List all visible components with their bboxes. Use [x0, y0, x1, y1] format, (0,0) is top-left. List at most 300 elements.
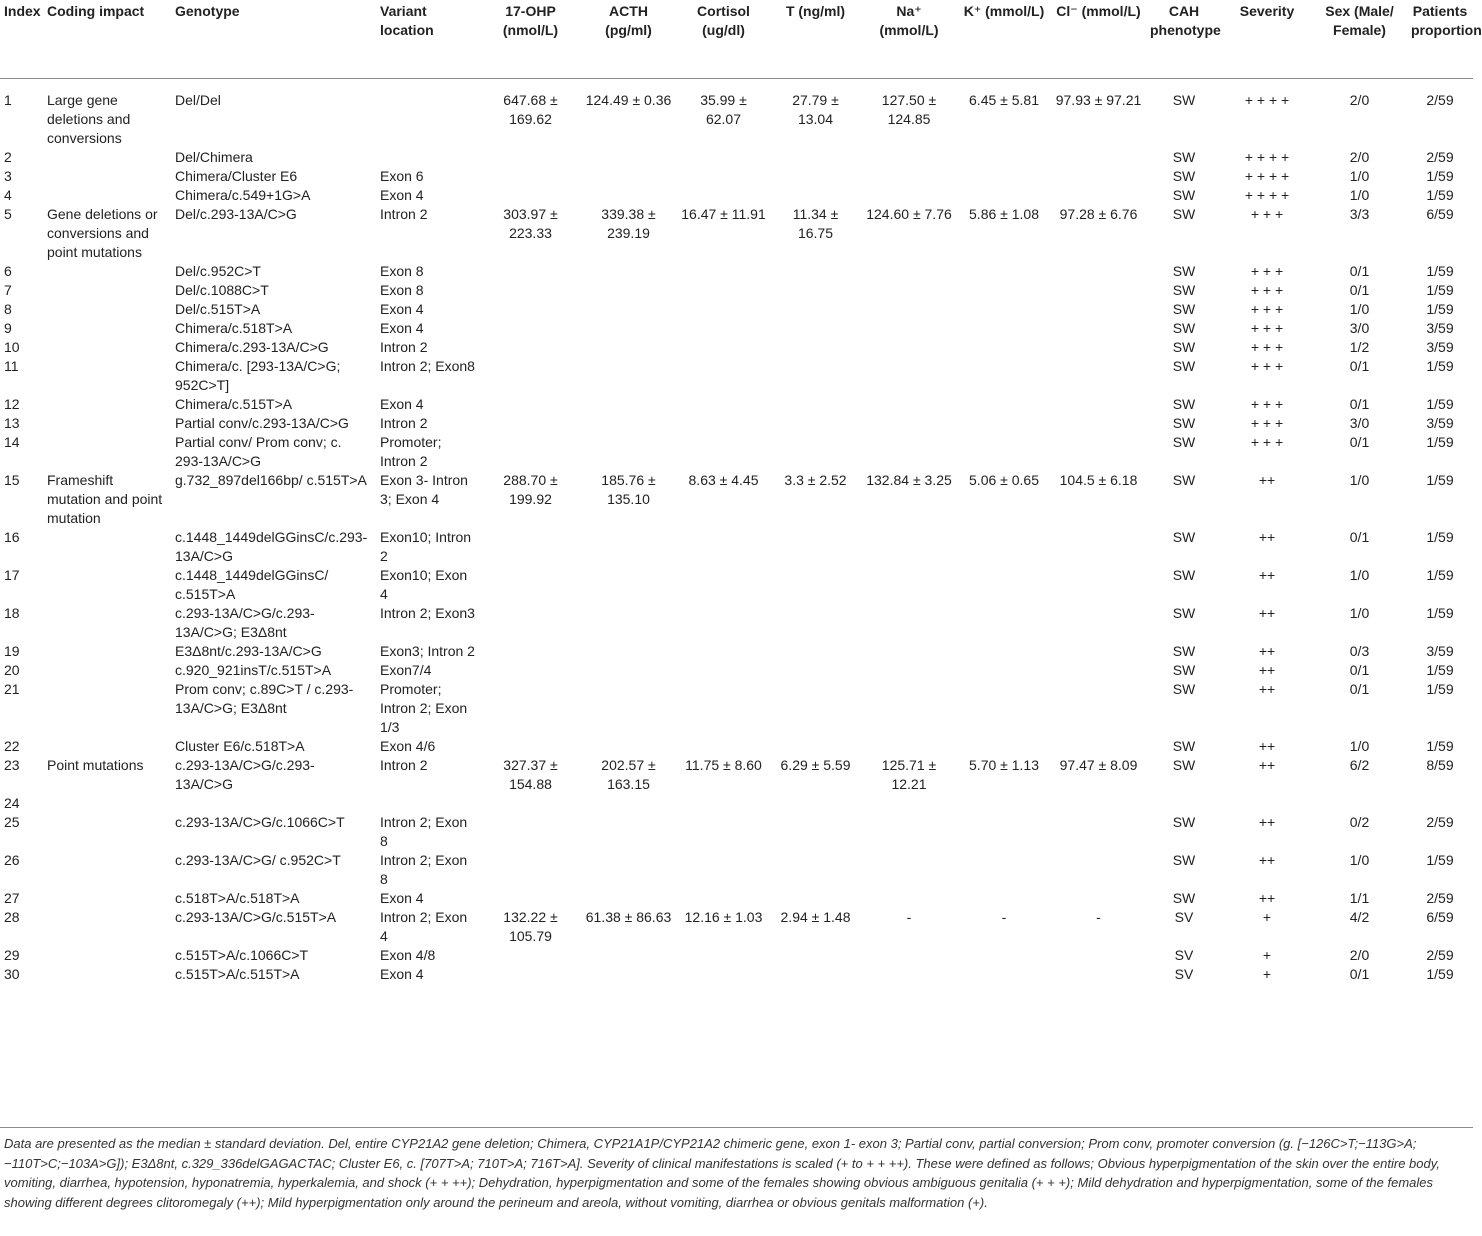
cell-17-ohp — [481, 851, 580, 889]
cell-acth — [580, 433, 677, 471]
cell-cah-phenotype: SW — [1172, 320, 1196, 336]
cell-17-ohp: 288.70 ± 199.92 — [503, 472, 558, 507]
cell-acth — [580, 262, 677, 281]
cell-17-ohp — [481, 794, 580, 813]
cell-patients-proportion: 3/59 — [1426, 643, 1454, 659]
cell-severity: + — [1262, 966, 1272, 982]
cell-coding-impact — [43, 851, 171, 889]
cell-17-ohp — [481, 566, 580, 604]
cell-cortisol — [677, 889, 770, 908]
cell-17-ohp — [481, 737, 580, 756]
cell-index: 25 — [4, 814, 20, 830]
header-potassium: K⁺ (mmol/L) — [957, 2, 1051, 79]
cell-index: 4 — [4, 187, 12, 203]
cell-genotype: Chimera/c. [293-13A/C>G; 952C>T] — [175, 358, 341, 393]
cell-potassium — [957, 395, 1051, 414]
cell-coding-impact — [43, 395, 171, 414]
cell-cah-phenotype: SW — [1172, 263, 1196, 279]
cell-sodium — [861, 737, 957, 756]
cell-coding-impact — [43, 528, 171, 566]
footnote-divider — [0, 1127, 1473, 1128]
cell-potassium — [957, 889, 1051, 908]
cell-acth — [580, 889, 677, 908]
cell-17-ohp — [481, 528, 580, 566]
cell-coding-impact — [43, 642, 171, 661]
cell-cah-phenotype: SW — [1172, 168, 1196, 184]
table-row — [0, 79, 1473, 149]
cell-testosterone: 6.29 ± 5.59 — [780, 757, 851, 773]
cell-variant-location: Intron 2 — [380, 339, 428, 355]
cell-17-ohp — [481, 300, 580, 319]
cell-genotype: Del/c.515T>A — [175, 301, 261, 317]
cell-cah-phenotype: SV — [1174, 909, 1194, 925]
cell-sex: 0/1 — [1349, 358, 1370, 374]
cell-chloride — [1051, 889, 1146, 908]
cell-coding-impact — [43, 794, 171, 813]
cell-severity: + — [1262, 909, 1272, 925]
cell-chloride: 97.93 ± 97.21 — [1055, 92, 1142, 108]
cell-sodium — [861, 642, 957, 661]
cell-acth — [580, 281, 677, 300]
cell-coding-impact — [43, 661, 171, 680]
cell-cortisol — [677, 148, 770, 167]
table-row — [0, 851, 1473, 889]
cell-cah-phenotype — [1146, 794, 1222, 813]
cell-17-ohp: 303.97 ± 223.33 — [503, 206, 558, 241]
cell-acth — [580, 680, 677, 737]
header-17-ohp: 17-OHP (nmol/L) — [481, 2, 580, 79]
cell-potassium — [957, 566, 1051, 604]
cell-severity: ++ — [1258, 890, 1276, 906]
cell-17-ohp — [481, 338, 580, 357]
cell-genotype: Partial conv/ Prom conv; c. 293-13A/C>G — [175, 434, 342, 469]
cell-severity: + + + — [1250, 206, 1284, 222]
cell-index: 17 — [4, 567, 20, 583]
cell-testosterone — [770, 604, 861, 642]
cell-index: 24 — [4, 795, 20, 811]
header-index: Index — [0, 2, 43, 79]
cell-coding-impact — [43, 433, 171, 471]
cell-acth — [580, 167, 677, 186]
cell-cortisol — [677, 737, 770, 756]
cell-testosterone — [770, 338, 861, 357]
cell-sex: 1/0 — [1349, 567, 1370, 583]
header-acth: ACTH (pg/ml) — [580, 2, 677, 79]
cell-17-ohp: 132.22 ± 105.79 — [503, 909, 558, 944]
cell-genotype: Prom conv; c.89C>T / c.293-13A/C>G; E3Δ8nt — [175, 681, 354, 716]
cell-coding-impact — [43, 737, 171, 756]
cell-coding-impact: Frameshift mutation and point mutation — [47, 472, 163, 526]
cell-potassium — [957, 794, 1051, 813]
cell-variant-location: Exon 8 — [380, 282, 424, 298]
cell-genotype: Chimera/c.518T>A — [175, 320, 293, 336]
cell-variant-location: Intron 2 — [380, 757, 428, 773]
table-row — [0, 395, 1473, 414]
cell-potassium — [957, 528, 1051, 566]
cell-cortisol — [677, 661, 770, 680]
cell-severity: ++ — [1258, 681, 1276, 697]
cell-acth — [580, 300, 677, 319]
cell-testosterone — [770, 889, 861, 908]
table-row — [0, 528, 1473, 566]
cell-acth — [580, 604, 677, 642]
cell-sodium — [861, 186, 957, 205]
cell-potassium — [957, 338, 1051, 357]
cell-acth — [580, 965, 677, 984]
cell-cortisol — [677, 680, 770, 737]
table-row — [0, 813, 1473, 851]
cell-sodium — [861, 338, 957, 357]
cell-sex: 6/2 — [1349, 757, 1370, 773]
cell-sodium — [861, 319, 957, 338]
cell-cah-phenotype: SW — [1172, 358, 1196, 374]
cell-cah-phenotype: SW — [1172, 472, 1196, 488]
cell-coding-impact: Point mutations — [47, 757, 144, 773]
cell-potassium — [957, 737, 1051, 756]
table-row — [0, 319, 1473, 338]
cell-potassium — [957, 604, 1051, 642]
table-row — [0, 167, 1473, 186]
cell-testosterone: 2.94 ± 1.48 — [780, 909, 851, 925]
cell-variant-location: Intron 2; Exon3 — [380, 605, 475, 621]
cell-sodium — [861, 281, 957, 300]
cell-testosterone — [770, 319, 861, 338]
cell-17-ohp — [481, 357, 580, 395]
cell-index: 30 — [4, 966, 20, 982]
cell-potassium — [957, 357, 1051, 395]
cell-sodium — [861, 395, 957, 414]
cell-coding-impact — [43, 186, 171, 205]
cell-sodium: 127.50 ± 124.85 — [881, 92, 937, 127]
cell-cah-phenotype: SW — [1172, 434, 1196, 450]
cell-variant-location: Exon 3- Intron 3; Exon 4 — [380, 472, 468, 507]
cell-potassium — [957, 262, 1051, 281]
table-row — [0, 642, 1473, 661]
cell-severity: ++ — [1258, 814, 1276, 830]
cell-index: 9 — [4, 320, 12, 336]
cell-genotype: Del/Chimera — [175, 149, 253, 165]
cell-cah-phenotype: SW — [1172, 757, 1196, 773]
table-row — [0, 756, 1473, 794]
cell-acth — [580, 395, 677, 414]
cell-testosterone — [770, 566, 861, 604]
cell-sex: 1/0 — [1349, 472, 1370, 488]
genotype-phenotype-table — [0, 2, 1482, 984]
cell-severity: + + + + — [1244, 187, 1290, 203]
table-row — [0, 186, 1473, 205]
cell-sex: 0/3 — [1349, 643, 1370, 659]
cell-chloride — [1051, 357, 1146, 395]
cell-variant-location: Intron 2; Exon8 — [380, 358, 475, 374]
cell-variant-location: Exon 4 — [380, 396, 424, 412]
cell-testosterone — [770, 946, 861, 965]
cell-variant-location: Exon3; Intron 2 — [380, 643, 475, 659]
cell-chloride — [1051, 965, 1146, 984]
cell-index: 16 — [4, 529, 20, 545]
cell-cah-phenotype: SW — [1172, 206, 1196, 222]
cell-cah-phenotype: SV — [1174, 966, 1194, 982]
cell-genotype: c.920_921insT/c.515T>A — [175, 662, 332, 678]
cell-17-ohp — [481, 262, 580, 281]
table-row — [0, 414, 1473, 433]
cell-potassium — [957, 186, 1051, 205]
cell-genotype: c.293-13A/C>G/c.1066C>T — [175, 814, 345, 830]
cell-chloride — [1051, 642, 1146, 661]
table-row — [0, 471, 1473, 528]
cell-sex: 0/1 — [1349, 662, 1370, 678]
cell-cah-phenotype: SW — [1172, 681, 1196, 697]
cell-chloride — [1051, 813, 1146, 851]
cell-variant-location: Exon 4 — [380, 320, 424, 336]
cell-patients-proportion: 1/59 — [1426, 168, 1454, 184]
cell-testosterone — [770, 395, 861, 414]
table-row — [0, 338, 1473, 357]
cell-acth — [580, 566, 677, 604]
cell-cah-phenotype: SW — [1172, 852, 1196, 868]
cell-chloride — [1051, 167, 1146, 186]
cell-severity: + + + — [1250, 415, 1284, 431]
cell-potassium: - — [1001, 909, 1007, 925]
cell-17-ohp — [481, 604, 580, 642]
cell-patients-proportion: 1/59 — [1426, 662, 1454, 678]
cell-coding-impact — [43, 167, 171, 186]
cell-patients-proportion: 2/59 — [1426, 149, 1454, 165]
cell-cah-phenotype: SW — [1172, 567, 1196, 583]
cell-testosterone — [770, 661, 861, 680]
cell-sodium — [861, 604, 957, 642]
cell-17-ohp: 647.68 ± 169.62 — [503, 92, 558, 127]
cell-index: 27 — [4, 890, 20, 906]
cell-chloride — [1051, 566, 1146, 604]
cell-cortisol — [677, 281, 770, 300]
cell-cortisol — [677, 300, 770, 319]
cell-coding-impact — [43, 148, 171, 167]
cell-cah-phenotype: SV — [1174, 947, 1194, 963]
cell-sodium — [861, 300, 957, 319]
cell-genotype: c.1448_1449delGGinsC/ c.515T>A — [175, 567, 329, 602]
cell-variant-location: Exon 4 — [380, 187, 424, 203]
cell-acth — [580, 319, 677, 338]
cell-patients-proportion: 1/59 — [1426, 282, 1454, 298]
cell-testosterone — [770, 300, 861, 319]
cell-sex: 0/1 — [1349, 282, 1370, 298]
cell-cortisol — [677, 186, 770, 205]
cell-cah-phenotype: SW — [1172, 187, 1196, 203]
cell-severity: + + + — [1250, 263, 1284, 279]
cell-patients-proportion: 1/59 — [1426, 472, 1454, 488]
cell-sex: 0/1 — [1349, 681, 1370, 697]
cell-sodium — [861, 148, 957, 167]
cell-coding-impact — [43, 414, 171, 433]
cell-cortisol — [677, 357, 770, 395]
cell-patients-proportion: 2/59 — [1426, 814, 1454, 830]
cell-variant-location: Intron 2; Exon 8 — [380, 852, 468, 887]
cell-potassium — [957, 965, 1051, 984]
cell-cah-phenotype: SW — [1172, 738, 1196, 754]
cell-17-ohp — [481, 813, 580, 851]
cell-variant-location: Promoter; Intron 2 — [380, 434, 442, 469]
cell-severity: ++ — [1258, 662, 1276, 678]
cell-cah-phenotype: SW — [1172, 92, 1196, 108]
cell-severity: + + + — [1250, 282, 1284, 298]
cell-sodium — [861, 262, 957, 281]
cell-sodium — [861, 167, 957, 186]
cell-severity: + + + + — [1244, 92, 1290, 108]
cell-coding-impact: Large gene deletions and conversions — [47, 92, 131, 146]
cell-patients-proportion: 3/59 — [1426, 339, 1454, 355]
cell-17-ohp — [481, 889, 580, 908]
header-cah-phenotype: CAH phenotype — [1146, 2, 1222, 79]
cell-acth — [580, 851, 677, 889]
header-cortisol: Cortisol (ug/dl) — [677, 2, 770, 79]
cell-acth: 185.76 ± 135.10 — [601, 472, 656, 507]
cell-sex: 0/1 — [1349, 396, 1370, 412]
cell-17-ohp — [481, 965, 580, 984]
cell-cah-phenotype: SW — [1172, 662, 1196, 678]
cell-variant-location: Exon7/4 — [380, 662, 432, 678]
table-row — [0, 300, 1473, 319]
cell-sodium — [861, 661, 957, 680]
cell-chloride: - — [1096, 909, 1101, 925]
cell-testosterone — [770, 414, 861, 433]
cell-sex: 2/0 — [1349, 92, 1370, 108]
cell-severity: ++ — [1258, 852, 1276, 868]
cell-variant-location: Exon 4/6 — [380, 738, 436, 754]
cell-acth — [580, 357, 677, 395]
cell-testosterone — [770, 737, 861, 756]
cell-genotype: Cluster E6/c.518T>A — [175, 738, 305, 754]
cell-sodium — [861, 794, 957, 813]
cell-sex: 1/0 — [1349, 187, 1370, 203]
cell-severity: + — [1262, 947, 1272, 963]
cell-cah-phenotype: SW — [1172, 814, 1196, 830]
table-row — [0, 737, 1473, 756]
header-severity: Severity — [1222, 2, 1312, 79]
cell-index: 29 — [4, 947, 20, 963]
cell-sex: 0/1 — [1349, 263, 1370, 279]
cell-index: 3 — [4, 168, 12, 184]
cell-cortisol — [677, 528, 770, 566]
cell-coding-impact — [43, 604, 171, 642]
cell-patients-proportion: 1/59 — [1426, 738, 1454, 754]
cell-testosterone — [770, 642, 861, 661]
cell-17-ohp — [481, 642, 580, 661]
cell-testosterone — [770, 851, 861, 889]
cell-sodium — [861, 851, 957, 889]
cell-acth — [580, 794, 677, 813]
cell-chloride — [1051, 851, 1146, 889]
cell-genotype: Del/c.293-13A/C>G — [175, 206, 297, 222]
cell-patients-proportion: 1/59 — [1426, 263, 1454, 279]
cell-potassium: 5.06 ± 0.65 — [969, 472, 1039, 488]
cell-variant-location: Intron 2 — [380, 206, 428, 222]
cell-patients-proportion: 8/59 — [1426, 757, 1454, 773]
cell-sex: 1/0 — [1349, 852, 1370, 868]
cell-chloride — [1051, 300, 1146, 319]
cell-testosterone — [770, 433, 861, 471]
cell-chloride — [1051, 528, 1146, 566]
cell-index: 6 — [4, 263, 12, 279]
cell-severity: + + + — [1250, 320, 1284, 336]
cell-patients-proportion: 1/59 — [1426, 358, 1454, 374]
cell-cortisol — [677, 414, 770, 433]
cell-potassium — [957, 300, 1051, 319]
cell-variant-location — [376, 794, 481, 813]
cell-patients-proportion: 1/59 — [1426, 966, 1454, 982]
cell-potassium — [957, 813, 1051, 851]
cell-genotype: c.293-13A/C>G/c.515T>A — [175, 909, 337, 925]
cell-patients-proportion: 1/59 — [1426, 605, 1454, 621]
table-row — [0, 908, 1473, 946]
cell-severity: + + + + — [1244, 149, 1290, 165]
cell-chloride — [1051, 395, 1146, 414]
cell-chloride — [1051, 186, 1146, 205]
cell-index: 26 — [4, 852, 20, 868]
cell-patients-proportion: 1/59 — [1426, 301, 1454, 317]
cell-testosterone — [770, 680, 861, 737]
cell-acth: 124.49 ± 0.36 — [585, 92, 672, 108]
cell-cah-phenotype: SW — [1172, 301, 1196, 317]
cell-index: 13 — [4, 415, 20, 431]
cell-sex: 4/2 — [1349, 909, 1370, 925]
cell-17-ohp — [481, 414, 580, 433]
cell-coding-impact — [43, 357, 171, 395]
cell-sodium — [861, 965, 957, 984]
cell-severity: + + + — [1250, 301, 1284, 317]
cell-variant-location: Intron 2; Exon 8 — [380, 814, 468, 849]
cell-potassium — [957, 946, 1051, 965]
cell-sodium — [861, 889, 957, 908]
cell-17-ohp — [481, 433, 580, 471]
cell-sodium: 132.84 ± 3.25 — [866, 472, 952, 488]
cell-chloride: 104.5 ± 6.18 — [1059, 472, 1138, 488]
cell-chloride — [1051, 338, 1146, 357]
cell-testosterone — [770, 357, 861, 395]
cell-patients-proportion: 1/59 — [1426, 681, 1454, 697]
cell-sodium — [861, 566, 957, 604]
cell-patients-proportion: 1/59 — [1426, 529, 1454, 545]
cell-sodium: - — [906, 909, 912, 925]
table-row — [0, 661, 1473, 680]
cell-chloride — [1051, 794, 1146, 813]
cell-sex: 1/0 — [1349, 168, 1370, 184]
cell-sodium — [861, 357, 957, 395]
cell-cortisol — [677, 262, 770, 281]
cell-coding-impact — [43, 338, 171, 357]
cell-patients-proportion: 1/59 — [1426, 396, 1454, 412]
cell-acth — [580, 148, 677, 167]
cell-cortisol: 11.75 ± 8.60 — [685, 757, 762, 773]
cell-testosterone — [770, 148, 861, 167]
cell-chloride — [1051, 680, 1146, 737]
header-chloride: Cl⁻ (mmol/L) — [1051, 2, 1146, 79]
cell-coding-impact — [43, 680, 171, 737]
cell-cah-phenotype: SW — [1172, 890, 1196, 906]
cell-patients-proportion: 3/59 — [1426, 320, 1454, 336]
cell-coding-impact — [43, 300, 171, 319]
cell-cah-phenotype: SW — [1172, 529, 1196, 545]
cell-sodium — [861, 946, 957, 965]
cell-variant-location: Exon 8 — [380, 263, 424, 279]
cell-acth — [580, 661, 677, 680]
cell-patients-proportion: 2/59 — [1426, 92, 1454, 108]
header-genotype: Genotype — [171, 2, 376, 79]
cell-severity: + + + + — [1244, 168, 1290, 184]
cell-variant-location: Exon 4/8 — [380, 947, 436, 963]
cell-cortisol: 16.47 ± 11.91 — [681, 206, 766, 222]
cell-acth — [580, 642, 677, 661]
cell-coding-impact — [43, 908, 171, 946]
